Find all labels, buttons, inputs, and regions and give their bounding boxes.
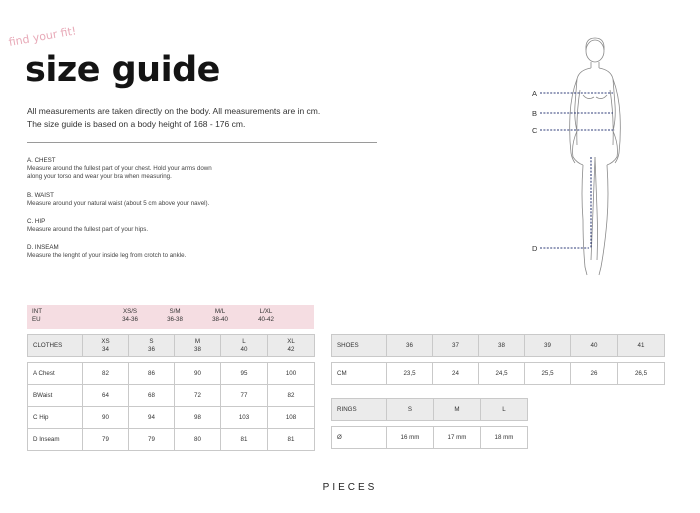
table-row-diameter — [332, 427, 528, 449]
shoe-size-header: 37 — [433, 335, 479, 357]
measure-label-hip: C. HIP — [27, 218, 46, 225]
table-row-inseam — [28, 429, 315, 451]
eu-size: 40-42 — [258, 315, 274, 323]
shoe-size-header: 40 — [571, 335, 618, 357]
table-cell: 82 — [83, 363, 129, 385]
table-cell: 79 — [129, 429, 175, 451]
intro-text: The size guide is based on a body height of 168 - 176 cm. — [27, 119, 246, 129]
shoes-size-table — [331, 334, 665, 385]
size-header-m: M 38 — [175, 335, 221, 357]
rings-size-table — [331, 398, 528, 449]
row-label: D Inseam — [28, 429, 83, 451]
size-s-m — [160, 308, 190, 323]
table-cell: 94 — [129, 407, 175, 429]
eu-size: 34-36 — [122, 315, 138, 323]
row-label: CM — [332, 363, 387, 385]
measure-desc-chest: along your torso and wear your bra when measuring. — [27, 173, 172, 180]
table-row-waist — [28, 385, 315, 407]
table-cell: 64 — [83, 385, 129, 407]
table-header-row — [332, 335, 665, 357]
size-header-s: S 36 — [129, 335, 175, 357]
int-size: S/M — [169, 308, 181, 315]
int-eu-conversion-band — [27, 305, 314, 329]
table-cell: 26,5 — [618, 363, 665, 385]
size-l-xl — [251, 308, 281, 323]
ring-size-header: S — [387, 399, 434, 421]
table-cell: 25,5 — [525, 363, 571, 385]
int-label: INT — [32, 308, 42, 315]
measure-desc-inseam: Measure the lenght of your inside leg from crotch to ankle. — [27, 252, 187, 259]
row-label: Ø — [332, 427, 387, 449]
table-cell: 72 — [175, 385, 221, 407]
table-cell: 86 — [129, 363, 175, 385]
marker-d-label: D — [532, 244, 538, 253]
table-cell: 24 — [433, 363, 479, 385]
table-cell: 17 mm — [434, 427, 481, 449]
intro-text: All measurements are taken directly on the body. All measurements are in cm. — [27, 106, 321, 116]
table-cell: 90 — [83, 407, 129, 429]
ring-size-header: L — [481, 399, 528, 421]
eu-size: 38-40 — [212, 315, 228, 323]
table-header-row — [28, 335, 315, 357]
table-cell: 95 — [221, 363, 268, 385]
marker-b-label: B — [532, 109, 538, 118]
marker-a-label: A — [532, 89, 538, 98]
table-cell: 108 — [268, 407, 315, 429]
table-cell: 16 mm — [387, 427, 434, 449]
row-label: BWaist — [28, 385, 83, 407]
row-label: A Chest — [28, 363, 83, 385]
table-cell: 77 — [221, 385, 268, 407]
int-size: L/XL — [259, 308, 273, 315]
size-header-l: L 40 — [221, 335, 268, 357]
table-row-chest — [28, 363, 315, 385]
measure-desc-chest: Measure around the fullest part of your chest. Hold your arms down — [27, 165, 212, 172]
size-header-xl: XL 42 — [268, 335, 315, 357]
measure-desc-waist: Measure around your natural waist (about 5 cm above your navel). — [27, 200, 210, 207]
clothes-size-table — [27, 334, 315, 451]
table-cell: 80 — [175, 429, 221, 451]
measure-label-waist: B. WAIST — [27, 192, 54, 199]
shoes-header-label: SHOES — [332, 335, 387, 357]
table-cell: 90 — [175, 363, 221, 385]
int-eu-labels — [32, 308, 42, 323]
table-cell: 100 — [268, 363, 315, 385]
table-row-cm — [332, 363, 665, 385]
table-cell: 98 — [175, 407, 221, 429]
marker-c-label: C — [532, 126, 538, 135]
eu-label: EU — [32, 315, 41, 323]
size-header-xs: XS 34 — [83, 335, 129, 357]
table-header-row — [332, 399, 528, 421]
ring-size-header: M — [434, 399, 481, 421]
shoe-size-header: 38 — [479, 335, 525, 357]
size-m-l — [205, 308, 235, 323]
divider — [27, 142, 377, 143]
brand-logo: PIECES — [322, 482, 378, 493]
table-cell: 82 — [268, 385, 315, 407]
table-cell: 81 — [268, 429, 315, 451]
table-cell: 68 — [129, 385, 175, 407]
tagline: find your fit! — [7, 24, 78, 49]
clothes-header-label: CLOTHES — [28, 335, 83, 357]
table-cell: 26 — [571, 363, 618, 385]
measure-label-inseam: D. INSEAM — [27, 244, 59, 251]
rings-header-label: RINGS — [332, 399, 387, 421]
measure-label-chest: A. CHEST — [27, 157, 56, 164]
page-title: size guide — [25, 50, 220, 90]
table-cell: 24,5 — [479, 363, 525, 385]
table-cell: 18 mm — [481, 427, 528, 449]
table-cell: 103 — [221, 407, 268, 429]
size-xs-s — [115, 308, 145, 323]
measure-desc-hip: Measure around the fullest part of your hips. — [27, 226, 149, 233]
eu-size: 36-38 — [167, 315, 183, 323]
table-cell: 79 — [83, 429, 129, 451]
shoe-size-header: 39 — [525, 335, 571, 357]
table-cell: 23,5 — [387, 363, 433, 385]
body-figure-illustration — [525, 35, 645, 280]
table-row-hip — [28, 407, 315, 429]
int-size: M/L — [214, 308, 226, 315]
row-label: C Hip — [28, 407, 83, 429]
shoe-size-header: 41 — [618, 335, 665, 357]
shoe-size-header: 36 — [387, 335, 433, 357]
int-size: XS/S — [122, 308, 138, 315]
table-cell: 81 — [221, 429, 268, 451]
